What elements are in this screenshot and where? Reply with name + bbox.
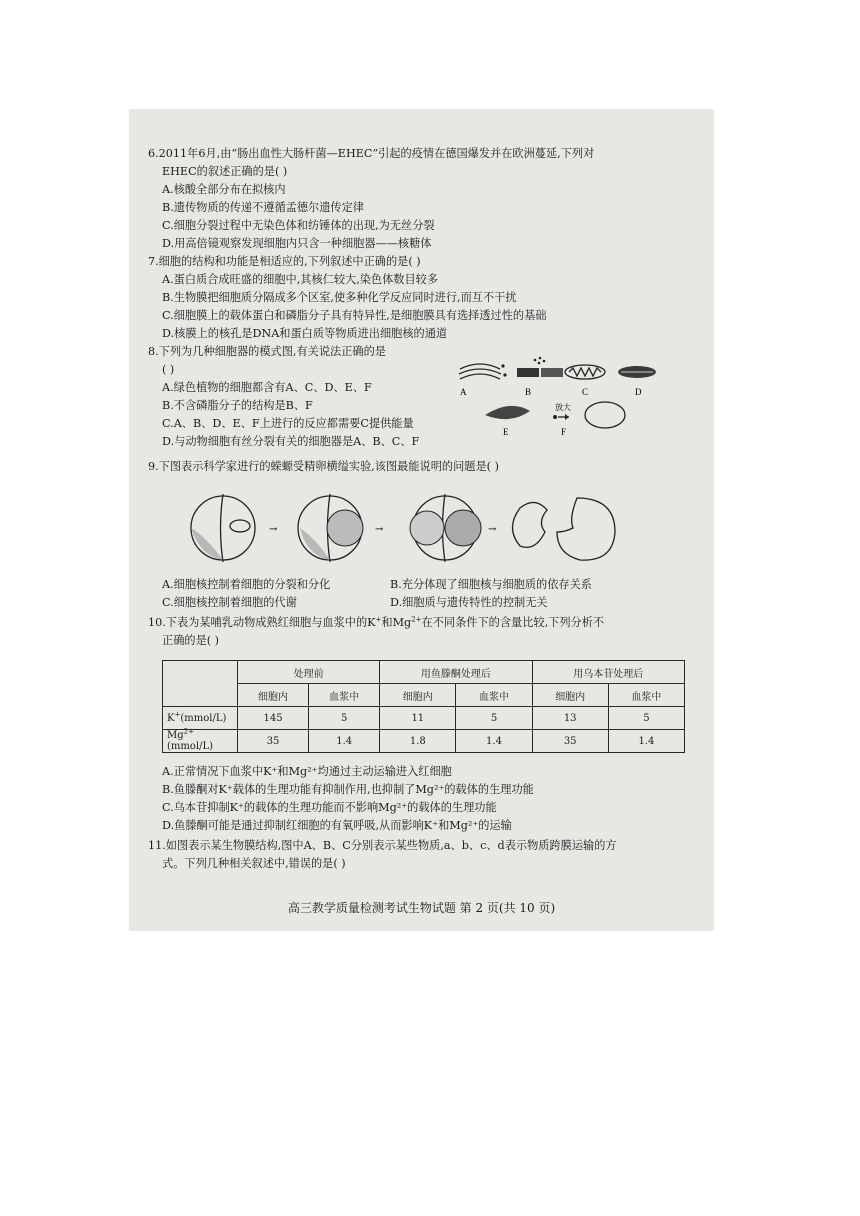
chloroplast-d xyxy=(618,366,656,378)
sub-cell: 细胞内 xyxy=(532,684,608,707)
q10-stem-line2: 正确的是( ) xyxy=(162,634,220,647)
table-cell: 35 xyxy=(238,730,309,753)
table-cell: 5 xyxy=(456,707,532,730)
organelle-figure xyxy=(455,355,700,440)
ion-content-table xyxy=(162,660,685,753)
q7-stem: 7.细胞的结构和功能是相适应的,下列叙述中正确的是( ) xyxy=(148,255,421,268)
table-cell: 11 xyxy=(380,707,456,730)
label-b: B xyxy=(525,387,532,397)
table-cell: 35 xyxy=(532,730,608,753)
page-footer: 高三教学质量检测考试生物试题 第 2 页(共 10 页) xyxy=(287,901,556,915)
table-cell: 5 xyxy=(309,707,380,730)
q6-option-a: A.核酸全部分布在拟核内 xyxy=(162,183,286,196)
q11-stem-line1: 11.如图表示某生物膜结构,图中A、B、C分别表示某些物质,a、b、c、d表示物质跨膜运输的方 xyxy=(148,839,617,852)
salamander-egg-figure xyxy=(185,488,645,568)
er-e xyxy=(485,406,530,419)
table-cell: 1.4 xyxy=(309,730,380,753)
q6-stem-line2: EHEC的叙述正确的是( ) xyxy=(162,165,288,178)
q9-option-b: B.充分体现了细胞核与细胞质的依存关系 xyxy=(390,578,592,591)
q9-stem: 9.下图表示科学家进行的蝾螈受精卵横缢实验,该图最能说明的问题是( ) xyxy=(148,460,499,473)
q8-option-d: D.与动物细胞有丝分裂有关的细胞器是A、B、C、F xyxy=(162,435,420,448)
group-ouabain: 用乌本苷处理后 xyxy=(532,661,684,684)
q6-option-d: D.用高倍镜观察发现细胞内只含一种细胞器——核糖体 xyxy=(162,237,432,250)
stage-3 xyxy=(410,494,481,562)
q8-stem-line2: ( ) xyxy=(162,363,175,376)
row-label: $Mg^{2+}(mmol/L)$ xyxy=(163,730,238,753)
label-a: A xyxy=(460,387,467,397)
exam-page xyxy=(130,110,713,930)
label-f: F xyxy=(561,427,567,437)
sub-cell: 细胞内 xyxy=(238,684,309,707)
mitochondrion-c xyxy=(565,365,605,379)
label-c: C xyxy=(582,387,589,397)
row-label: K+(mmol/L) xyxy=(163,707,238,730)
table-row-mg xyxy=(163,730,685,753)
stage-1 xyxy=(191,494,255,562)
table-row-k xyxy=(163,707,685,730)
q10-option-a: A.正常情况下血浆中K⁺和Mg²⁺均通过主动运输进入红细胞 xyxy=(162,765,452,778)
q10-option-c: C.乌本苷抑制K⁺的载体的生理功能而不影响Mg²⁺的载体的生理功能 xyxy=(162,801,497,814)
q10-option-b: B.鱼滕酮对K⁺载体的生理功能有抑制作用,也抑制了Mg²⁺的载体的生理功能 xyxy=(162,783,534,796)
group-rotenone: 用鱼滕酮处理后 xyxy=(380,661,532,684)
arrow-3: → xyxy=(488,524,497,535)
q6-stem-line1: 6.2011年6月,由“肠出血性大肠杆菌—EHEC”引起的疫情在德国爆发并在欧洲蔓延,下列对 xyxy=(148,147,595,160)
q9-option-a: A.细胞核控制着细胞的分裂和分化 xyxy=(162,578,331,591)
sub-plasma: 血浆中 xyxy=(608,684,684,707)
centriole-b xyxy=(517,357,563,377)
q8-option-a: A.绿色植物的细胞都含有A、C、D、E、F xyxy=(162,381,372,394)
sub-plasma: 血浆中 xyxy=(456,684,532,707)
table-cell: 5 xyxy=(608,707,684,730)
golgi-apparatus-a xyxy=(459,364,507,379)
q7-option-b: B.生物膜把细胞质分隔成多个区室,使多种化学反应同时进行,而互不干扰 xyxy=(162,291,517,304)
sub-plasma: 血浆中 xyxy=(309,684,380,707)
q7-option-a: A.蛋白质合成旺盛的细胞中,其核仁较大,染色体数目较多 xyxy=(162,273,439,286)
arrow-2: → xyxy=(375,524,384,535)
sub-cell: 细胞内 xyxy=(380,684,456,707)
table-cell: 1.8 xyxy=(380,730,456,753)
label-e: E xyxy=(503,427,509,437)
stage-2 xyxy=(298,494,363,562)
q11-stem-line2: 式。下列几种相关叙述中,错误的是( ) xyxy=(162,857,346,870)
q10-option-d: D.鱼滕酮可能是通过抑制红细胞的有氧呼吸,从而影响K⁺和Mg²⁺的运输 xyxy=(162,819,512,832)
group-before: 处理前 xyxy=(238,661,380,684)
table-corner xyxy=(163,661,238,707)
table-cell: 145 xyxy=(238,707,309,730)
label-d: D xyxy=(635,387,642,397)
q6-option-c: C.细胞分裂过程中无染色体和纺锤体的出现,为无丝分裂 xyxy=(162,219,435,232)
q8-option-c: C.A、B、D、E、F上进行的反应都需要C提供能量 xyxy=(162,417,414,430)
q8-stem-line1: 8.下列为几种细胞器的模式图,有关说法正确的是 xyxy=(148,345,386,358)
table-cell: 1.4 xyxy=(456,730,532,753)
table-cell: 1.4 xyxy=(608,730,684,753)
q6-option-b: B.遗传物质的传递不遵循孟德尔遗传定律 xyxy=(162,201,364,214)
q9-option-d: D.细胞质与遗传特性的控制无关 xyxy=(390,596,548,609)
q8-option-b: B.不含磷脂分子的结构是B、F xyxy=(162,399,313,412)
label-zoom: 放大 xyxy=(555,403,571,412)
q7-option-c: C.细胞膜上的载体蛋白和磷脂分子具有特异性,是细胞膜具有选择透过性的基础 xyxy=(162,309,547,322)
arrow-1: → xyxy=(269,524,278,535)
q7-option-d: D.核膜上的核孔是DNA和蛋白质等物质进出细胞核的通道 xyxy=(162,327,448,340)
q10-stem-line1: 10.下表为某哺乳动物成熟红细胞与血浆中的K+和$Mg^{2+}$在不同条件下的含量比较,下列分析不 xyxy=(148,615,605,629)
q9-option-c: C.细胞核控制着细胞的代谢 xyxy=(162,596,297,609)
table-cell: 13 xyxy=(532,707,608,730)
stage-4 xyxy=(513,498,616,560)
